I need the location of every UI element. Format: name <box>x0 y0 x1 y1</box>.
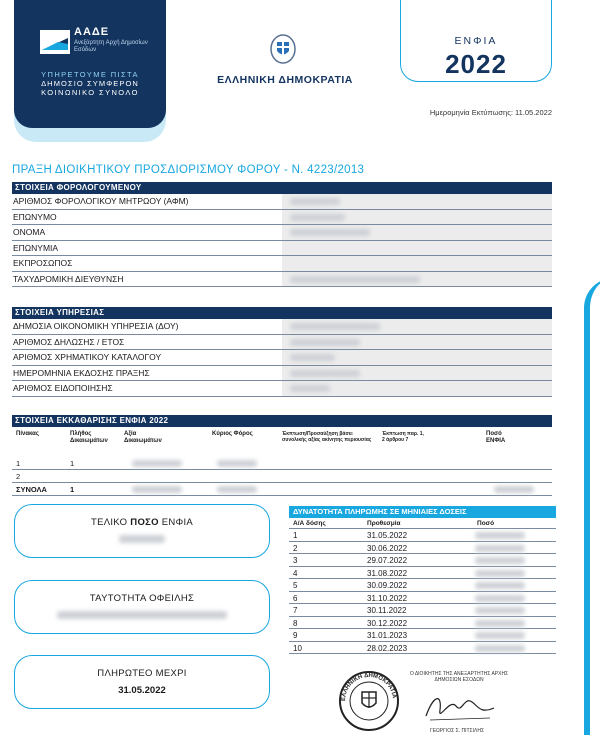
table-row <box>12 241 552 257</box>
enfia-year-box <box>400 0 552 82</box>
table-row <box>12 256 552 272</box>
svg-text:ΕΛΛΗΝΙΚΗ ΔΗΜΟΚΡΑΤΙΑ: ΕΛΛΗΝΙΚΗ ΔΗΜΟΚΡΑΤΙΑ <box>340 672 397 702</box>
installment-deadline: 31.10.2022 <box>367 593 408 603</box>
installment-deadline: 30.12.2022 <box>367 618 408 628</box>
col-main-tax: Κύριος Φόρος <box>212 431 253 437</box>
col-amount: Ποσό ΕΝΦΙΑ <box>486 431 506 444</box>
col-reduction: Έκπτωση/Προσαύξηση βάσει συνολικής αξίας ακίνητης περιουσίας <box>282 431 372 443</box>
col-deadline: Προθεσμία <box>367 520 401 527</box>
col-installment-no: Α/Α δόσης <box>293 520 326 527</box>
installment-row <box>289 567 556 580</box>
installment-row <box>289 592 556 605</box>
row-value <box>282 366 552 381</box>
installment-row <box>289 579 556 592</box>
installment-row <box>289 529 556 542</box>
installment-amount <box>475 532 525 539</box>
col-table: Πίνακας <box>16 431 39 437</box>
row-label: ΑΡΙΘΜΟΣ ΦΟΡΟΛΟΓΙΚΟΥ ΜΗΤΡΩΟΥ (ΑΦΜ) <box>13 196 189 206</box>
service-heading: ΣΤΟΙΧΕΙΑ ΥΠΗΡΕΣΙΑΣ <box>12 307 552 319</box>
installment-amount <box>475 557 525 564</box>
installment-deadline: 31.08.2022 <box>367 568 408 578</box>
aade-logo-icon <box>40 30 70 54</box>
installment-row <box>289 604 556 617</box>
calculation-section <box>12 415 552 496</box>
installment-row <box>289 554 556 567</box>
calculation-column-headers <box>12 427 552 457</box>
installment-row <box>289 542 556 555</box>
table-row <box>12 194 552 210</box>
row-label: ΤΑΧΥΔΡΟΜΙΚΗ ΔΙΕΥΘΥΝΣΗ <box>13 273 124 284</box>
installment-deadline: 31.05.2022 <box>367 531 408 540</box>
enfia-label: ΕΝΦΙΑ <box>454 35 498 47</box>
row-value <box>282 381 552 396</box>
cell: 1 <box>16 459 21 468</box>
cell: 1 <box>70 485 75 494</box>
row-label: ΑΡΙΘΜΟΣ ΔΗΛΩΣΗΣ / ΕΤΟΣ <box>13 336 125 347</box>
installment-number: 9 <box>293 631 298 640</box>
installment-row <box>289 617 556 630</box>
agency-abbreviation: ΑΑΔΕ <box>74 26 110 38</box>
print-date: Ημερομηνία Εκτύπωσης: 11.05.2022 <box>429 108 552 117</box>
official-stamp-icon <box>338 670 400 732</box>
table-row <box>12 210 552 226</box>
tax-year: 2022 <box>445 49 507 79</box>
final-amount-label-pre: ΤΕΛΙΚΟ <box>90 517 131 528</box>
signatory-title: Ο ΔΙΟΙΚΗΤΗΣ ΤΗΣ ΑΝΕΞΑΡΤΗΤΗΣ ΑΡΧΗΣ ΔΗΜΟΣΙΩΝ ΕΣΟΔΩΝ <box>409 671 509 683</box>
installment-amount <box>475 595 525 602</box>
table-row <box>12 470 552 483</box>
row-label: ΗΜΕΡΟΜΗΝΙΑ ΕΚΔΟΣΗΣ ΠΡΑΞΗΣ <box>13 367 150 378</box>
republic-label: ΕΛΛΗΝΙΚΗ ΔΗΜΟΚΡΑΤΙΑ <box>217 74 353 86</box>
installment-deadline: 31.01.2023 <box>367 631 408 640</box>
row-label: ΟΝΟΜΑ <box>13 227 46 237</box>
taxpayer-section <box>12 182 552 287</box>
installment-deadline: 30.06.2022 <box>367 543 408 553</box>
installment-amount <box>475 582 525 589</box>
installments-rows <box>289 529 556 654</box>
calculation-heading: ΣΤΟΙΧΕΙΑ ΕΚΚΑΘΑΡΙΣΗΣ ΕΝΦΙΑ 2022 <box>12 415 552 427</box>
installment-row <box>289 642 556 655</box>
table-row <box>12 366 552 382</box>
installment-number: 7 <box>293 606 298 615</box>
row-label: ΕΠΩΝΥΜΙΑ <box>13 242 59 253</box>
document-title: ΠΡΑΞΗ ΔΙΟΙΚΗΤΙΚΟΥ ΠΡΟΣΔΙΟΡΙΣΜΟΥ ΦΟΡΟΥ - Ν. 4223/2013 <box>12 164 365 176</box>
table-row <box>12 335 552 351</box>
row-value <box>282 335 552 350</box>
handwritten-signature-icon <box>420 688 500 726</box>
final-amount-label <box>15 517 269 528</box>
installments-heading: ΔΥΝΑΤΟΤΗΤΑ ΠΛΗΡΩΜΗΣ ΣΕ ΜΗΝΙΑΙΕΣ ΔΟΣΕΙΣ <box>289 506 556 518</box>
row-label: ΑΡΙΘΜΟΣ ΕΙΔΟΠΟΙΗΣΗΣ <box>13 383 113 393</box>
debt-id-label: ΤΑΥΤΟΤΗΤΑ ΟΦΕΙΛΗΣ <box>89 593 195 604</box>
row-value <box>282 319 552 334</box>
installment-deadline: 29.07.2022 <box>367 556 408 565</box>
decorative-side-curve <box>584 278 600 735</box>
cell: 1 <box>70 459 75 468</box>
installment-number: 5 <box>293 581 298 590</box>
row-value <box>282 210 552 225</box>
debt-id-value <box>57 611 227 619</box>
service-section <box>12 307 552 397</box>
installment-number: 3 <box>293 556 298 565</box>
signatory-name: ΓΕΩΡΓΙΟΣ Σ. ΠΙΤΣΙΛΗΣ <box>429 728 485 734</box>
row-value <box>282 225 552 240</box>
installment-number: 8 <box>293 618 298 628</box>
final-amount-value <box>119 535 165 543</box>
table-row <box>12 272 552 288</box>
totals-label: ΣΥΝΟΛΑ <box>16 485 47 494</box>
row-label: ΔΗΜΟΣΙΑ ΟΙΚΟΝΟΜΙΚΗ ΥΠΗΡΕΣΙΑ (ΔΟΥ) <box>13 321 179 331</box>
row-label: ΕΚΠΡΟΣΩΠΟΣ <box>13 258 73 268</box>
motto-line-3: ΚΟΙΝΩΝΙΚΟ ΣΥΝΟΛΟ <box>41 88 139 97</box>
installment-amount <box>475 645 525 652</box>
col-installment-amount: Ποσό <box>477 520 495 527</box>
taxpayer-heading: ΣΤΟΙΧΕΙΑ ΦΟΡΟΛΟΓΟΥΜΕΝΟΥ <box>12 182 552 194</box>
installments-column-headers <box>289 518 556 529</box>
cell: 2 <box>16 472 21 481</box>
installments-table <box>289 506 556 654</box>
col-value: Αξία Δικαιωμάτων <box>124 431 162 444</box>
payable-until-box <box>14 655 270 709</box>
installment-amount <box>475 620 525 627</box>
final-amount-label-bold: ΠΟΣΟ <box>130 517 159 528</box>
installment-amount <box>475 570 525 577</box>
motto-line-1: ΥΠΗΡΕΤΟΥΜΕ ΠΙΣΤΑ <box>41 70 139 79</box>
installment-number: 1 <box>293 531 298 540</box>
row-value <box>282 350 552 365</box>
table-row <box>12 350 552 366</box>
agency-header-panel <box>14 0 166 128</box>
final-amount-label-post: ΕΝΦΙΑ <box>158 517 194 528</box>
installment-deadline: 28.02.2023 <box>367 643 408 653</box>
col-discount: Έκπτωση παρ. 1, 2 άρθρου 7 <box>382 431 424 443</box>
row-value <box>282 272 552 287</box>
installment-amount <box>475 632 525 639</box>
row-value <box>282 194 552 209</box>
row-label: ΕΠΩΝΥΜΟ <box>13 211 57 222</box>
installment-deadline: 30.09.2022 <box>367 581 408 590</box>
table-row <box>12 381 552 397</box>
table-row <box>12 319 552 335</box>
agency-header-block <box>14 0 166 142</box>
greek-emblem-icon <box>270 34 296 64</box>
installment-amount <box>475 607 525 614</box>
installment-number: 4 <box>293 568 298 578</box>
installment-amount <box>475 545 525 552</box>
table-row <box>12 225 552 241</box>
row-label: ΑΡΙΘΜΟΣ ΧΡΗΜΑΤΙΚΟΥ ΚΑΤΑΛΟΓΟΥ <box>13 352 162 362</box>
final-amount-box <box>14 504 270 558</box>
installment-number: 2 <box>293 543 298 553</box>
payable-until-date: 31.05.2022 <box>118 685 166 696</box>
debt-id-box <box>14 580 270 634</box>
installment-deadline: 30.11.2022 <box>367 606 407 615</box>
col-count: Πλήθος Δικαιωμάτων <box>70 431 108 444</box>
installment-number: 10 <box>293 643 302 653</box>
row-value <box>282 256 552 271</box>
payable-until-label: ΠΛΗΡΩΤΕΟ ΜΕΧΡΙ <box>97 668 187 679</box>
agency-full-name: Ανεξάρτητη Αρχή Δημοσίων Εσόδων <box>74 40 148 53</box>
table-row <box>12 457 552 470</box>
row-value <box>282 241 552 256</box>
installment-row <box>289 629 556 642</box>
installment-number: 6 <box>293 593 298 603</box>
totals-row <box>12 483 552 496</box>
motto-line-2: ΔΗΜΟΣΙΟ ΣΥΜΦΕΡΟΝ <box>41 79 139 88</box>
